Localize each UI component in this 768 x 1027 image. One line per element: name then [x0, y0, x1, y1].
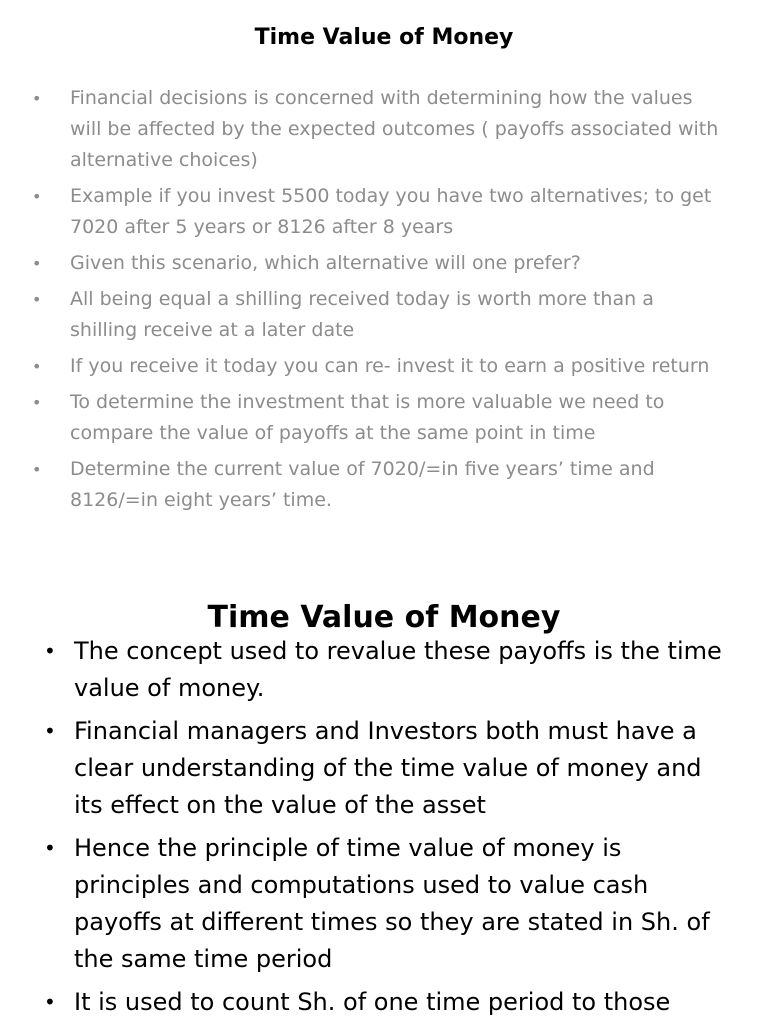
- bullet-icon: •: [44, 836, 56, 860]
- bullet-text: Example if you invest 5500 today you have two alternatives; to get 7020 after 5 years or 8126 after 8 years: [70, 185, 712, 238]
- slide-1-title: Time Value of Money: [254, 25, 514, 50]
- bullet-icon: •: [44, 990, 56, 1014]
- bullet-icon: •: [32, 254, 42, 273]
- slide-2-bullet-list: [30, 633, 730, 1027]
- bullet-text: Given this scenario, which alternative will one prefer?: [70, 252, 581, 274]
- list-item: [30, 633, 730, 707]
- list-item: [24, 284, 724, 346]
- list-item: [24, 387, 724, 449]
- list-item: [24, 83, 724, 176]
- list-item: [24, 248, 724, 279]
- bullet-text: Financial decisions is concerned with determining how the values will be affected by the expected outcomes ( payoffs associated with alternative choices): [70, 87, 719, 171]
- bullet-icon: •: [32, 187, 42, 206]
- bullet-text: The concept used to revalue these payoffs is the time value of money.: [74, 637, 722, 702]
- list-item: [30, 984, 730, 1021]
- bullet-text: It is used to count Sh. of one time period to those: [74, 988, 671, 1016]
- bullet-text: Financial managers and Investors both must have a clear understanding of the time value of money and its effect on the value of the asset: [74, 717, 702, 819]
- list-item: [30, 713, 730, 824]
- bullet-text: Hence the principle of time value of money is principles and computations used to value cash payoffs at different times so they are stated in Sh. of the same time period: [74, 834, 710, 973]
- bullet-text: All being equal a shilling received today is worth more than a shilling receive at a later date: [70, 288, 654, 341]
- bullet-icon: •: [44, 639, 56, 663]
- bullet-icon: •: [32, 460, 42, 479]
- list-item: [24, 351, 724, 382]
- bullet-icon: •: [32, 89, 42, 108]
- bullet-icon: •: [32, 357, 42, 376]
- bullet-text: If you receive it today you can re- invest it to earn a positive return: [70, 355, 710, 377]
- slide-2: [0, 575, 768, 1024]
- list-item: [24, 181, 724, 243]
- bullet-icon: •: [44, 719, 56, 743]
- bullet-icon: •: [32, 393, 42, 412]
- slide-2-title: Time Value of Money: [207, 600, 561, 635]
- bullet-icon: •: [32, 290, 42, 309]
- slide-1-bullet-list: [24, 83, 724, 521]
- bullet-text: Determine the current value of 7020/=in five years’ time and 8126/=in eight years’ time.: [70, 458, 655, 511]
- bullet-text: To determine the investment that is more valuable we need to compare the value of payoffs at the same point in time: [70, 391, 665, 444]
- list-item: [24, 454, 724, 516]
- list-item: [30, 830, 730, 978]
